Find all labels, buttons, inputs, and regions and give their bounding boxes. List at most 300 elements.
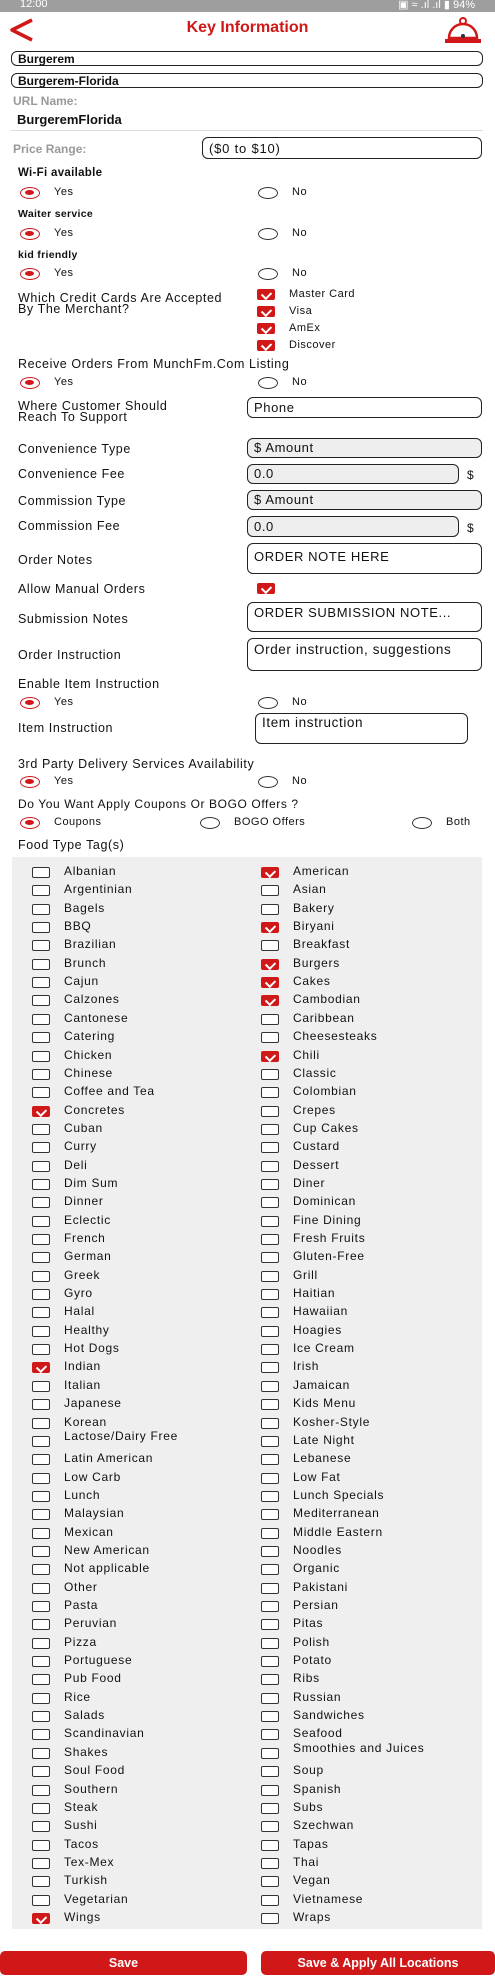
food-tag-checkbox[interactable] bbox=[261, 1509, 279, 1520]
service-bell-icon[interactable] bbox=[441, 14, 485, 48]
third-party-label: 3rd Party Delivery Services Availability bbox=[18, 757, 255, 771]
food-tag-checkbox[interactable] bbox=[32, 1106, 50, 1117]
restaurant-name-value: Burgerem bbox=[18, 51, 75, 66]
food-tag-checkbox[interactable] bbox=[32, 1381, 50, 1392]
kid-friendly-label: kid friendly bbox=[18, 249, 78, 261]
food-tag-checkbox[interactable] bbox=[261, 1197, 279, 1208]
food-tag-label: Jamaican bbox=[293, 1377, 350, 1392]
status-indicators: ▣ ≈ .ıl .ıl ▮ 94% bbox=[398, 0, 475, 11]
food-tag-label: Gluten-Free bbox=[293, 1249, 365, 1264]
food-tag-label: Cantonese bbox=[64, 1010, 129, 1025]
food-tag-checkbox[interactable] bbox=[32, 1803, 50, 1814]
food-tag-checkbox[interactable] bbox=[32, 1583, 50, 1594]
support-reach-label: Where Customer Should Reach To Support bbox=[18, 399, 168, 424]
convenience-type-select[interactable] bbox=[247, 438, 482, 458]
commission-type-value: $ Amount bbox=[254, 492, 314, 507]
food-tag-checkbox[interactable] bbox=[32, 1051, 50, 1062]
manual-orders-label: Allow Manual Orders bbox=[18, 582, 146, 596]
wifi-no-label: No bbox=[292, 186, 308, 198]
convenience-fee-input[interactable] bbox=[247, 464, 459, 484]
food-tag-label: Brazilian bbox=[64, 937, 117, 952]
food-tag-checkbox[interactable] bbox=[32, 1601, 50, 1612]
commission-fee-input[interactable] bbox=[247, 516, 459, 537]
bogo-option-label: BOGO Offers bbox=[234, 816, 306, 828]
food-tag-label: Shakes bbox=[64, 1744, 109, 1759]
food-tag-label: Indian bbox=[64, 1359, 101, 1374]
commission-fee-label: Commission Fee bbox=[18, 519, 121, 533]
food-tag-checkbox[interactable] bbox=[261, 1546, 279, 1557]
food-tag-label: Latin American bbox=[64, 1451, 154, 1466]
food-tag-checkbox[interactable] bbox=[32, 1564, 50, 1575]
food-tag-label: Russian bbox=[293, 1689, 342, 1704]
food-tag-checkbox[interactable] bbox=[261, 1326, 279, 1337]
price-range-select[interactable] bbox=[202, 137, 482, 159]
credit-card-amex-label: AmEx bbox=[289, 322, 321, 334]
food-tag-label: Chicken bbox=[64, 1047, 113, 1062]
food-tag-checkbox[interactable] bbox=[261, 1491, 279, 1502]
food-tag-checkbox[interactable] bbox=[32, 1271, 50, 1282]
food-tag-label: Potato bbox=[293, 1653, 332, 1668]
food-tag-label: Burgers bbox=[293, 955, 340, 970]
food-tag-checkbox[interactable] bbox=[32, 922, 50, 933]
url-field[interactable] bbox=[11, 109, 483, 131]
food-tag-label: Korean bbox=[64, 1414, 107, 1429]
price-range-value: ($0 to $10) bbox=[209, 140, 281, 156]
food-tag-label: Greek bbox=[64, 1267, 101, 1282]
food-tag-checkbox[interactable] bbox=[261, 1601, 279, 1612]
food-tag-label: Soup bbox=[293, 1763, 324, 1778]
food-tag-label: Hot Dogs bbox=[64, 1341, 120, 1356]
credit-card-amex-checkbox[interactable] bbox=[257, 323, 275, 334]
food-tag-label: BBQ bbox=[64, 919, 92, 934]
food-tag-checkbox[interactable] bbox=[261, 1895, 279, 1906]
food-tag-checkbox[interactable] bbox=[32, 1124, 50, 1135]
food-tag-label: Portuguese bbox=[64, 1653, 133, 1668]
food-tag-label: Noodles bbox=[293, 1542, 342, 1557]
food-tags-label: Food Type Tag(s) bbox=[18, 838, 125, 852]
save-button[interactable]: Save bbox=[0, 1951, 247, 1975]
food-tag-checkbox[interactable] bbox=[261, 1803, 279, 1814]
food-tag-checkbox[interactable] bbox=[261, 1656, 279, 1667]
price-range-label: Price Range: bbox=[13, 142, 87, 156]
food-tag-checkbox[interactable] bbox=[32, 1454, 50, 1465]
order-notes-value: ORDER NOTE HERE bbox=[254, 549, 390, 564]
item-instruction-input[interactable] bbox=[255, 713, 468, 744]
order-notes-input[interactable] bbox=[247, 543, 482, 574]
food-tag-label: Coffee and Tea bbox=[64, 1084, 155, 1099]
manual-orders-checkbox[interactable] bbox=[257, 583, 275, 594]
food-tag-checkbox[interactable] bbox=[261, 959, 279, 970]
food-tag-checkbox[interactable] bbox=[32, 1638, 50, 1649]
save-apply-all-button[interactable]: Save & Apply All Locations bbox=[261, 1951, 495, 1975]
food-tag-label: Cheesesteaks bbox=[293, 1029, 378, 1044]
food-tag-checkbox[interactable] bbox=[32, 1473, 50, 1484]
food-tag-label: Late Night bbox=[293, 1432, 355, 1447]
food-tag-checkbox[interactable] bbox=[261, 1106, 279, 1117]
wifi-yes-label: Yes bbox=[54, 186, 74, 198]
food-tag-label: Vegan bbox=[293, 1873, 331, 1888]
food-tag-checkbox[interactable] bbox=[32, 1858, 50, 1869]
food-tag-label: Sushi bbox=[64, 1818, 98, 1833]
food-tag-checkbox[interactable] bbox=[261, 885, 279, 896]
order-instruction-label: Order Instruction bbox=[18, 648, 122, 662]
item-instruction-yes-radio[interactable] bbox=[20, 697, 40, 709]
credit-card-master-card-label: Master Card bbox=[289, 288, 356, 300]
item-instruction-yes-label: Yes bbox=[54, 696, 74, 708]
kid-no-radio[interactable] bbox=[258, 268, 278, 280]
food-tag-label: Peruvian bbox=[64, 1616, 117, 1631]
food-tag-label: Wings bbox=[64, 1909, 101, 1924]
convenience-fee-value: 0.0 bbox=[254, 466, 274, 481]
food-tag-label: Irish bbox=[293, 1359, 320, 1374]
food-tag-label: Bakery bbox=[293, 900, 335, 915]
status-bar bbox=[0, 0, 495, 12]
food-tag-label: Catering bbox=[64, 1029, 115, 1044]
food-tag-label: Dinner bbox=[64, 1194, 104, 1209]
restaurant-location-field[interactable] bbox=[11, 73, 483, 88]
food-tag-label: Dim Sum bbox=[64, 1175, 119, 1190]
submission-notes-input[interactable] bbox=[247, 602, 482, 632]
commission-type-select[interactable] bbox=[247, 490, 482, 510]
food-tag-label: Salads bbox=[64, 1708, 105, 1723]
food-tag-checkbox[interactable] bbox=[32, 1491, 50, 1502]
url-label: URL Name: bbox=[13, 94, 78, 108]
food-tag-checkbox[interactable] bbox=[261, 1014, 279, 1025]
food-tag-checkbox[interactable] bbox=[261, 1124, 279, 1135]
food-tag-checkbox[interactable] bbox=[32, 1711, 50, 1722]
credit-card-visa-checkbox[interactable] bbox=[257, 306, 275, 317]
food-tag-label: Classic bbox=[293, 1065, 337, 1080]
food-tag-label: Fresh Fruits bbox=[293, 1231, 366, 1245]
food-tag-label: Ice Cream bbox=[293, 1341, 355, 1356]
food-tag-checkbox[interactable] bbox=[32, 1179, 50, 1190]
convenience-fee-label: Convenience Fee bbox=[18, 467, 125, 481]
wifi-no-radio[interactable] bbox=[258, 187, 278, 199]
coupons-label: Do You Want Apply Coupons Or BOGO Offers ? bbox=[18, 797, 299, 811]
food-tag-label: Subs bbox=[293, 1799, 324, 1814]
food-tag-checkbox[interactable] bbox=[32, 1069, 50, 1080]
receive-orders-no-label: No bbox=[292, 376, 308, 388]
food-tag-checkbox[interactable] bbox=[261, 1619, 279, 1630]
food-tag-checkbox[interactable] bbox=[32, 1693, 50, 1704]
waiter-yes-radio[interactable] bbox=[20, 228, 40, 240]
item-instruction-label: Item Instruction bbox=[18, 721, 114, 735]
food-tag-checkbox[interactable] bbox=[32, 959, 50, 970]
third-party-yes-radio[interactable] bbox=[20, 776, 40, 788]
food-tag-checkbox[interactable] bbox=[32, 1289, 50, 1300]
order-instruction-value: Order instruction, suggestions bbox=[254, 642, 452, 657]
food-tag-checkbox[interactable] bbox=[261, 1473, 279, 1484]
food-tag-checkbox[interactable] bbox=[32, 1436, 50, 1447]
food-tag-label: Malaysian bbox=[64, 1506, 125, 1521]
food-tag-checkbox[interactable] bbox=[261, 1069, 279, 1080]
food-tag-label: Hoagies bbox=[293, 1322, 342, 1337]
convenience-type-value: $ Amount bbox=[254, 440, 314, 455]
food-tag-label: German bbox=[64, 1249, 112, 1264]
food-tag-label: Polish bbox=[293, 1634, 330, 1649]
food-tag-checkbox[interactable] bbox=[32, 1876, 50, 1887]
food-tag-label: Concretes bbox=[64, 1102, 125, 1117]
food-tag-checkbox[interactable] bbox=[261, 1638, 279, 1649]
food-tag-label: Tacos bbox=[64, 1836, 99, 1851]
credit-card-master-card-checkbox[interactable] bbox=[257, 289, 275, 300]
food-tag-label: Seafood bbox=[293, 1726, 343, 1741]
support-reach-value: Phone bbox=[254, 400, 295, 415]
commission-fee-value: 0.0 bbox=[254, 519, 274, 534]
food-tag-checkbox[interactable] bbox=[261, 1564, 279, 1575]
food-tag-checkbox[interactable] bbox=[32, 1821, 50, 1832]
food-tag-checkbox[interactable] bbox=[32, 940, 50, 951]
food-tag-checkbox[interactable] bbox=[261, 1583, 279, 1594]
food-tag-checkbox[interactable] bbox=[261, 1087, 279, 1098]
food-tag-label: Diner bbox=[293, 1175, 326, 1190]
food-tag-label: Bagels bbox=[64, 900, 105, 915]
food-tag-checkbox[interactable] bbox=[261, 1840, 279, 1851]
food-tag-checkbox[interactable] bbox=[261, 1289, 279, 1300]
food-tag-checkbox[interactable] bbox=[32, 1913, 50, 1924]
kid-no-label: No bbox=[292, 267, 308, 279]
food-tag-label: Persian bbox=[293, 1598, 339, 1612]
food-tag-label: Asian bbox=[293, 882, 327, 897]
food-tag-checkbox[interactable] bbox=[32, 904, 50, 915]
order-notes-label: Order Notes bbox=[18, 553, 93, 567]
food-tag-label: Cakes bbox=[293, 974, 331, 989]
food-tag-checkbox[interactable] bbox=[261, 1399, 279, 1410]
item-instruction-value: Item instruction bbox=[262, 715, 364, 730]
food-tag-checkbox[interactable] bbox=[261, 1271, 279, 1282]
food-tag-label: Argentinian bbox=[64, 882, 133, 897]
coupons-option-label: Coupons bbox=[54, 816, 102, 828]
food-tag-checkbox[interactable] bbox=[32, 1785, 50, 1796]
food-tag-checkbox[interactable] bbox=[261, 1766, 279, 1777]
food-tag-label: American bbox=[293, 864, 350, 878]
food-tag-label: Cup Cakes bbox=[293, 1120, 359, 1135]
wifi-label: Wi-Fi available bbox=[18, 167, 103, 179]
food-tag-checkbox[interactable] bbox=[261, 1142, 279, 1153]
third-party-yes-label: Yes bbox=[54, 775, 74, 787]
food-tag-checkbox[interactable] bbox=[32, 1840, 50, 1851]
food-tag-checkbox[interactable] bbox=[261, 1418, 279, 1429]
food-tag-label: French bbox=[64, 1231, 106, 1245]
food-tag-checkbox[interactable] bbox=[261, 1252, 279, 1263]
food-tag-checkbox[interactable] bbox=[261, 1748, 279, 1759]
food-tag-checkbox[interactable] bbox=[261, 1693, 279, 1704]
food-tag-label: Scandinavian bbox=[64, 1726, 145, 1741]
food-tags-panel bbox=[12, 857, 482, 1929]
food-tag-checkbox[interactable] bbox=[32, 1197, 50, 1208]
food-tag-checkbox[interactable] bbox=[32, 1748, 50, 1759]
food-tag-label: Kosher-Style bbox=[293, 1414, 371, 1429]
food-tag-checkbox[interactable] bbox=[32, 1509, 50, 1520]
url-value: BurgeremFlorida bbox=[17, 112, 122, 127]
food-tag-label: Tex-Mex bbox=[64, 1854, 115, 1869]
food-tag-checkbox[interactable] bbox=[261, 1711, 279, 1722]
food-tag-checkbox[interactable] bbox=[261, 904, 279, 915]
food-tag-label: Hawaiian bbox=[293, 1304, 348, 1319]
commission-type-label: Commission Type bbox=[18, 494, 127, 508]
both-radio[interactable] bbox=[412, 817, 432, 829]
food-tag-label: Vegetarian bbox=[64, 1891, 129, 1906]
food-tag-checkbox[interactable] bbox=[261, 1785, 279, 1796]
food-tag-checkbox[interactable] bbox=[32, 1216, 50, 1227]
app-header bbox=[0, 12, 495, 48]
food-tag-label: Turkish bbox=[64, 1873, 108, 1888]
food-tag-label: Chinese bbox=[64, 1065, 113, 1080]
food-tag-checkbox[interactable] bbox=[32, 1674, 50, 1685]
commission-fee-unit: $ bbox=[467, 521, 474, 535]
food-tag-checkbox[interactable] bbox=[261, 1307, 279, 1318]
food-tag-label: Dominican bbox=[293, 1194, 356, 1209]
coupons-radio[interactable] bbox=[20, 817, 40, 829]
food-tag-checkbox[interactable] bbox=[261, 1032, 279, 1043]
receive-orders-yes-radio[interactable] bbox=[20, 377, 40, 389]
food-tag-checkbox[interactable] bbox=[32, 1161, 50, 1172]
food-tag-checkbox[interactable] bbox=[261, 1344, 279, 1355]
food-tag-label: Low Carb bbox=[64, 1469, 121, 1484]
food-tag-checkbox[interactable] bbox=[261, 1381, 279, 1392]
food-tag-checkbox[interactable] bbox=[261, 1454, 279, 1465]
food-tag-label: Cajun bbox=[64, 974, 99, 989]
food-tag-label: Pitas bbox=[293, 1616, 324, 1631]
food-tag-checkbox[interactable] bbox=[32, 867, 50, 878]
food-tag-label: Low Fat bbox=[293, 1469, 341, 1484]
food-tag-label: Middle Eastern bbox=[293, 1524, 383, 1539]
food-tag-label: Italian bbox=[64, 1377, 101, 1392]
food-tag-label: Brunch bbox=[64, 955, 107, 970]
food-tag-label: Pub Food bbox=[64, 1671, 122, 1686]
support-reach-select[interactable] bbox=[247, 397, 482, 418]
food-tag-checkbox[interactable] bbox=[32, 995, 50, 1006]
food-tag-label: Steak bbox=[64, 1799, 99, 1814]
food-tag-checkbox[interactable] bbox=[32, 1656, 50, 1667]
food-tag-label: Southern bbox=[64, 1781, 119, 1796]
food-tag-label: New American bbox=[64, 1542, 150, 1557]
food-tag-checkbox[interactable] bbox=[261, 1821, 279, 1832]
food-tag-label: Healthy bbox=[64, 1322, 110, 1337]
food-tag-label: Colombian bbox=[293, 1084, 357, 1099]
food-tag-checkbox[interactable] bbox=[261, 1216, 279, 1227]
food-tag-label: Other bbox=[64, 1579, 98, 1594]
food-tag-checkbox[interactable] bbox=[261, 1528, 279, 1539]
food-tag-checkbox[interactable] bbox=[261, 1858, 279, 1869]
submission-notes-value: ORDER SUBMISSION NOTE... bbox=[254, 605, 452, 620]
food-tag-checkbox[interactable] bbox=[261, 1051, 279, 1062]
page-title: Key Information bbox=[186, 19, 309, 36]
kid-yes-label: Yes bbox=[54, 267, 74, 279]
food-tag-checkbox[interactable] bbox=[261, 940, 279, 951]
food-tag-checkbox[interactable] bbox=[261, 922, 279, 933]
food-tag-checkbox[interactable] bbox=[32, 1766, 50, 1777]
status-time: 12:00 bbox=[20, 0, 48, 10]
receive-orders-no-radio[interactable] bbox=[258, 377, 278, 389]
food-tag-checkbox[interactable] bbox=[261, 1729, 279, 1740]
bogo-radio[interactable] bbox=[200, 817, 220, 829]
third-party-no-radio[interactable] bbox=[258, 776, 278, 788]
food-tag-label: Biryani bbox=[293, 919, 335, 934]
waiter-yes-label: Yes bbox=[54, 227, 74, 239]
kid-yes-radio[interactable] bbox=[20, 268, 40, 280]
convenience-type-label: Convenience Type bbox=[18, 442, 131, 456]
food-tag-checkbox[interactable] bbox=[261, 1161, 279, 1172]
food-tag-label: Haitian bbox=[293, 1286, 336, 1301]
food-tag-label: Pizza bbox=[64, 1634, 97, 1649]
food-tag-checkbox[interactable] bbox=[32, 1326, 50, 1337]
food-tag-checkbox[interactable] bbox=[32, 885, 50, 896]
food-tag-checkbox[interactable] bbox=[261, 1179, 279, 1190]
food-tag-label: Cuban bbox=[64, 1120, 103, 1135]
food-tag-checkbox[interactable] bbox=[32, 1142, 50, 1153]
food-tag-label: Halal bbox=[64, 1304, 95, 1319]
food-tag-checkbox[interactable] bbox=[32, 1546, 50, 1557]
food-tag-checkbox[interactable] bbox=[261, 1876, 279, 1887]
food-tag-label: Dessert bbox=[293, 1157, 340, 1172]
waiter-label: Waiter service bbox=[18, 208, 94, 220]
order-instruction-input[interactable] bbox=[247, 638, 482, 671]
food-tag-label: Breakfast bbox=[293, 937, 350, 952]
food-tag-label: Kids Menu bbox=[293, 1396, 356, 1411]
food-tag-checkbox[interactable] bbox=[261, 1674, 279, 1685]
food-tag-label: Lunch Specials bbox=[293, 1487, 385, 1502]
food-tag-checkbox[interactable] bbox=[32, 1087, 50, 1098]
food-tag-checkbox[interactable] bbox=[32, 1032, 50, 1043]
food-tag-checkbox[interactable] bbox=[32, 1234, 50, 1245]
food-tag-checkbox[interactable] bbox=[32, 1307, 50, 1318]
food-tag-checkbox[interactable] bbox=[32, 977, 50, 988]
food-tag-label: Thai bbox=[293, 1854, 320, 1869]
food-tag-checkbox[interactable] bbox=[261, 995, 279, 1006]
food-tag-label: Pasta bbox=[64, 1598, 99, 1612]
food-tag-checkbox[interactable] bbox=[32, 1014, 50, 1025]
food-tag-checkbox[interactable] bbox=[261, 977, 279, 988]
food-tag-checkbox[interactable] bbox=[261, 1436, 279, 1447]
food-tag-label: Sandwiches bbox=[293, 1708, 365, 1723]
item-instruction-no-radio[interactable] bbox=[258, 697, 278, 709]
food-tag-checkbox[interactable] bbox=[32, 1399, 50, 1410]
food-tag-checkbox[interactable] bbox=[32, 1528, 50, 1539]
food-tag-label: Spanish bbox=[293, 1781, 342, 1796]
submission-notes-label: Submission Notes bbox=[18, 612, 129, 626]
enable-item-instruction-label: Enable Item Instruction bbox=[18, 677, 160, 691]
food-tag-checkbox[interactable] bbox=[32, 1344, 50, 1355]
food-tag-label: Deli bbox=[64, 1157, 88, 1172]
credit-card-discover-label: Discover bbox=[289, 339, 336, 351]
food-tag-label: Eclectic bbox=[64, 1212, 111, 1227]
food-tag-checkbox[interactable] bbox=[261, 1913, 279, 1924]
food-tag-checkbox[interactable] bbox=[32, 1418, 50, 1429]
third-party-no-label: No bbox=[292, 775, 308, 787]
credit-card-discover-checkbox[interactable] bbox=[257, 340, 275, 351]
food-tag-checkbox[interactable] bbox=[261, 867, 279, 878]
waiter-no-radio[interactable] bbox=[258, 228, 278, 240]
food-tag-checkbox[interactable] bbox=[261, 1362, 279, 1373]
food-tag-label: Mexican bbox=[64, 1524, 114, 1539]
food-tag-label: Rice bbox=[64, 1689, 91, 1704]
food-tag-checkbox[interactable] bbox=[32, 1895, 50, 1906]
food-tag-checkbox[interactable] bbox=[32, 1362, 50, 1373]
food-tag-label: Smoothies and Juices bbox=[293, 1740, 425, 1755]
food-tag-label: Not applicable bbox=[64, 1561, 150, 1576]
food-tag-checkbox[interactable] bbox=[32, 1619, 50, 1630]
food-tag-label: Chili bbox=[293, 1047, 320, 1062]
food-tag-checkbox[interactable] bbox=[32, 1252, 50, 1263]
item-instruction-no-label: No bbox=[292, 696, 308, 708]
wifi-yes-radio[interactable] bbox=[20, 187, 40, 199]
restaurant-name-field[interactable] bbox=[11, 51, 483, 66]
food-tag-label: Lunch bbox=[64, 1487, 101, 1502]
food-tag-checkbox[interactable] bbox=[261, 1234, 279, 1245]
food-tag-checkbox[interactable] bbox=[32, 1729, 50, 1740]
food-tag-label: Lebanese bbox=[293, 1451, 352, 1466]
